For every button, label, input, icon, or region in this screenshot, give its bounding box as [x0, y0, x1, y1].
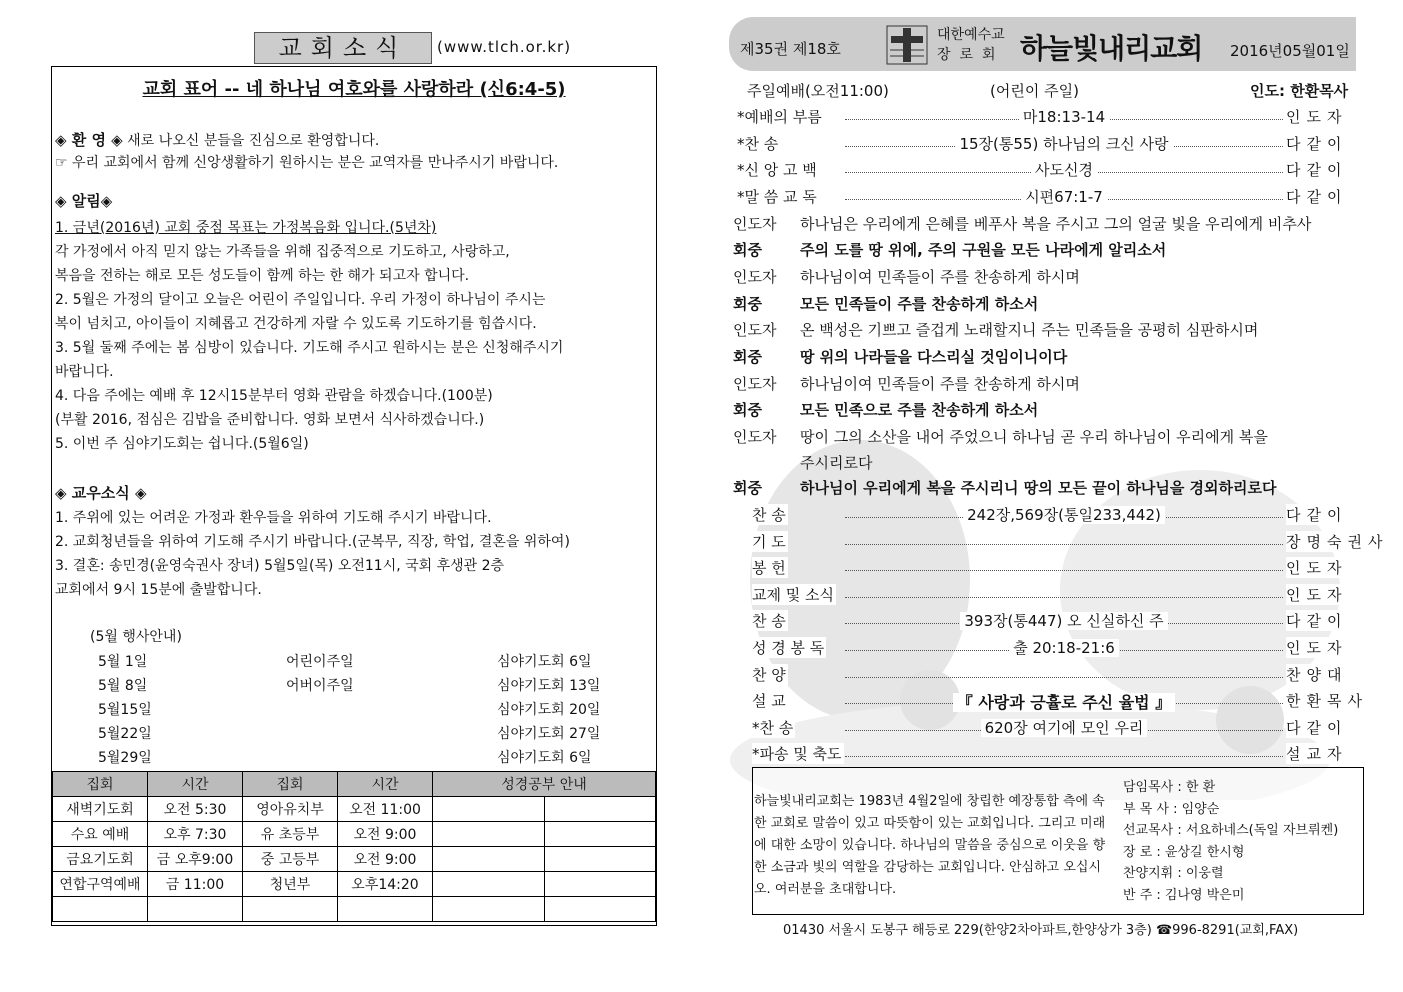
order-by: 다같이	[1286, 612, 1348, 631]
may-prayer: 심야기도회 27일	[497, 726, 601, 742]
order-by: 인도자	[1286, 585, 1348, 604]
table-row	[53, 847, 656, 872]
denomination-line-1: 대한예수교	[937, 27, 1005, 43]
dotted-leader	[845, 597, 1283, 598]
responsive-speaker: 회중	[733, 401, 762, 419]
responsive-text: 하나님이여 민족들이 주를 찬송하게 하시며	[800, 375, 1080, 393]
responsive-text: 땅이 그의 소산을 내어 주었으니 하나님 곧 우리 하나님이 우리에게 복을	[800, 428, 1268, 446]
dotted-leader	[845, 570, 1283, 571]
staff-line: 담임목사 : 한 환	[1123, 780, 1216, 795]
responsive-text: 주의 도를 땅 위에, 주의 구원을 모든 나라에게 알리소서	[800, 241, 1167, 259]
order-label: 교제 및 소식	[752, 585, 834, 604]
order-by: 한환목사	[1286, 692, 1368, 711]
bible-study-cell	[544, 897, 656, 922]
bible-study-cell	[544, 797, 656, 822]
may-date: 5월29일	[98, 750, 152, 766]
table-cell: 청년부	[243, 872, 338, 897]
table-cell: 오전 5:30	[148, 797, 243, 822]
dotted-leader	[845, 677, 1283, 678]
table-cell: 오전 9:00	[338, 822, 433, 847]
responsive-text: 땅 위의 나라들을 다스리실 것임이니이다	[800, 348, 1068, 366]
bible-study-cell	[433, 797, 545, 822]
volume-number: 제35권 제18호	[740, 40, 841, 58]
staff-line: 장 로 : 윤상길 한시형	[1123, 844, 1245, 860]
order-label: *찬 송	[752, 718, 794, 737]
staff-line: 찬양지휘 : 이웅렬	[1123, 866, 1224, 881]
kyowoo-line: 3. 결혼: 송민경(윤영숙권사 장녀) 5월5일(목) 오전11시, 국회 후생관 2층	[55, 558, 505, 574]
table-cell: 금 오후9:00	[148, 847, 243, 872]
may-prayer: 심야기도회 6일	[497, 750, 592, 766]
order-by: 찬양대	[1286, 665, 1348, 684]
order-by: 다같이	[1286, 134, 1348, 153]
order-label: *파송 및 축도	[752, 745, 842, 764]
responsive-speaker: 인도자	[733, 375, 777, 393]
order-label: 봉 헌	[752, 559, 786, 578]
notice-line: (부활 2016, 점심은 김밥을 준비합니다. 영화 보면서 식사하겠습니다.)	[55, 412, 485, 428]
church-intro: 하늘빛내리교회는 1983년 4월2일에 창립한 예장통합 측에 속한 교회로 말씀이 있고 따뜻함이 있는 교회입니다. 그리고 미래에 대한 소망이 있습니다. 하나님의 말씀을 중심으로 이웃을 향한 소금과 빛의 역할을 감당하는 교회입니다. 안심하고 오십시오. 여러분을 초대합니다.	[754, 794, 1106, 897]
order-by: 인도자	[1286, 559, 1348, 578]
may-prayer: 심야기도회 6일	[497, 654, 592, 670]
responsive-speaker: 회중	[733, 241, 762, 259]
order-by: 다같이	[1286, 161, 1348, 179]
bible-study-cell	[433, 872, 545, 897]
order-label: 기 도	[752, 532, 786, 551]
order-content-text: 시편67:1-7	[1021, 188, 1107, 206]
dotted-leader	[845, 544, 1283, 545]
order-content-text: 620장 여기에 모인 우리	[981, 719, 1148, 737]
order-by: 다같이	[1286, 718, 1348, 737]
order-content-text: 출 20:18-21:6	[1009, 639, 1119, 657]
bible-study-cell	[544, 822, 656, 847]
table-cell: 오후 7:30	[148, 822, 243, 847]
notice-line: 각 가정에서 아직 믿지 않는 가족들을 위해 집중적으로 기도하고, 사랑하고,	[55, 244, 510, 260]
church-url[interactable]: (www.tlch.or.kr)	[437, 38, 572, 56]
table-header-cell: 시간	[148, 772, 243, 797]
may-date: 5월 8일	[98, 678, 148, 694]
responsive-text: 주시리로다	[800, 454, 873, 472]
order-content-text: 『 사랑과 긍휼로 주신 율법 』	[953, 693, 1175, 712]
table-cell	[53, 897, 148, 922]
bible-study-cell	[433, 847, 545, 872]
table-cell: 오전 11:00	[338, 797, 433, 822]
responsive-speaker: 인도자	[733, 321, 777, 339]
responsive-speaker: 인도자	[733, 215, 777, 233]
order-content	[845, 717, 1283, 738]
table-row	[53, 897, 656, 922]
may-prayer: 심야기도회 13일	[497, 678, 601, 694]
table-row	[53, 872, 656, 897]
table-header-cell: 집회	[243, 772, 338, 797]
table-header-cell: 성경공부 안내	[433, 772, 656, 797]
denomination-line-2: 장로회	[937, 47, 1005, 63]
table-cell: 중 고등부	[243, 847, 338, 872]
welcome-line-2: ☞ 우리 교회에서 함께 신앙생활하기 원하시는 분은 교역자를 만나주시기 바랍니다.	[55, 155, 559, 171]
table-cell: 오후14:20	[338, 872, 433, 897]
order-by: 다같이	[1286, 506, 1348, 524]
table-cell: 오전 9:00	[338, 847, 433, 872]
kyowoo-line: 교회에서 9시 15분에 출발합니다.	[55, 582, 262, 598]
notice-line: 바랍니다.	[55, 364, 114, 380]
service-subtitle: (어린이 주일)	[990, 82, 1079, 100]
table-cell	[338, 897, 433, 922]
order-content-text: 마18:13-14	[1019, 108, 1109, 126]
order-label: *찬 송	[737, 134, 779, 153]
church-motto: 교회 표어 -- 네 하나님 여호와를 사랑하라 (신6:4-5)	[142, 79, 566, 100]
table-cell: 새벽기도회	[53, 797, 148, 822]
table-cell: 연합구역예배	[53, 872, 148, 897]
order-label: 설 교	[752, 692, 786, 711]
may-date: 5월22일	[98, 726, 152, 742]
order-label: *예배의 부름	[737, 108, 822, 126]
may-prayer: 심야기도회 20일	[497, 702, 601, 718]
order-content	[845, 690, 1283, 713]
responsive-text: 온 백성은 기쁘고 즐겁게 노래할지니 주는 민족들을 공평히 심판하시며	[800, 321, 1259, 339]
table-cell: 수요 예배	[53, 822, 148, 847]
bible-study-cell	[544, 872, 656, 897]
order-content-text: 사도신경	[1031, 161, 1097, 179]
cross-logo-icon	[884, 22, 930, 68]
table-cell: 유 초등부	[243, 822, 338, 847]
table-cell	[243, 897, 338, 922]
service-title: 주일예배(오전11:00)	[747, 82, 889, 100]
notice-line: 2. 5월은 가정의 달이고 오늘은 어린이 주일입니다. 우리 가정이 하나님이 주시는	[55, 292, 546, 308]
may-schedule-heading: (5월 행사안내)	[90, 629, 182, 645]
order-label: *말 씀 교 독	[737, 187, 817, 206]
kyowoo-heading: ◈ 교우소식 ◈	[55, 484, 147, 502]
order-content	[845, 159, 1283, 180]
table-row	[53, 797, 656, 822]
table-cell: 금요기도회	[53, 847, 148, 872]
church-address: 01430 서울시 도봉구 해등로 229(한양2차아파트,한양상가 3층) ☎996-8291(교회,FAX)	[783, 923, 1299, 938]
order-label: 찬 송	[752, 612, 786, 631]
welcome-line: ◈ 환 영 ◈ 새로 나오신 분들을 진심으로 환영합니다.	[55, 131, 380, 149]
responsive-text: 하나님이 우리에게 복을 주시리니 땅의 모든 끝이 하나님을 경외하리로다	[800, 479, 1277, 497]
dotted-leader	[845, 756, 1283, 757]
order-content	[845, 637, 1283, 658]
meeting-table	[52, 771, 656, 922]
bible-study-cell	[433, 822, 545, 847]
responsive-speaker: 인도자	[733, 268, 777, 286]
notice-heading: ◈ 알림◈	[55, 192, 113, 210]
notice-line: 3. 5월 둘째 주에는 봄 심방이 있습니다. 기도해 주시고 원하시는 분은 신청해주시기	[55, 340, 564, 356]
church-name: 하늘빛내리교회	[1020, 32, 1203, 65]
responsive-text: 하나님이여 민족들이 주를 찬송하게 하시며	[800, 268, 1080, 286]
order-content-text: 242장,569장(통일233,442)	[963, 506, 1165, 524]
order-label: 찬 양	[752, 665, 786, 684]
kyowoo-line: 2. 교회청년들을 위하여 기도해 주시기 바랍니다.(군복무, 직장, 학업, 결혼을 위하여)	[55, 534, 570, 550]
table-row	[53, 822, 656, 847]
responsive-speaker: 회중	[733, 295, 762, 313]
may-event: 어버이주일	[286, 678, 354, 694]
responsive-text: 모든 민족들이 주를 찬송하게 하소서	[800, 295, 1039, 313]
news-box	[51, 66, 657, 926]
responsive-speaker: 회중	[733, 479, 762, 497]
order-by: 인도자	[1286, 108, 1348, 126]
may-event: 어린이주일	[286, 654, 354, 670]
responsive-speaker: 회중	[733, 348, 762, 366]
order-by: 다같이	[1286, 187, 1348, 206]
bulletin-date: 2016년05월01일	[1230, 42, 1350, 60]
order-by: 인도자	[1286, 639, 1348, 657]
order-content	[845, 186, 1283, 207]
responsive-text: 하나님은 우리에게 은혜를 베푸사 복을 주시고 그의 얼굴 빛을 우리에게 비추사	[800, 215, 1312, 233]
bible-study-cell	[433, 897, 545, 922]
table-header-cell: 시간	[338, 772, 433, 797]
may-date: 5월 1일	[98, 654, 148, 670]
staff-line: 부 목 사 : 임양순	[1123, 801, 1220, 817]
notice-line: 복이 넘치고, 아이들이 지혜롭고 건강하게 자랄 수 있도록 기도하기를 힘씁시다.	[55, 316, 537, 332]
news-title: 교회소식	[254, 32, 432, 64]
responsive-text: 모든 민족으로 주를 찬송하게 하소서	[800, 401, 1039, 419]
staff-line: 반 주 : 김나영 박은미	[1123, 887, 1245, 903]
order-content-text: 15장(통55) 하나님의 크신 사랑	[955, 135, 1172, 153]
notice-line: 복음을 전하는 해로 모든 성도들이 함께 하는 한 해가 되고자 합니다.	[55, 268, 470, 284]
may-date: 5월15일	[98, 702, 152, 718]
order-label: *신 앙 고 백	[737, 161, 817, 179]
kyowoo-line: 1. 주위에 있는 어려운 가정과 환우들을 위하여 기도해 주시기 바랍니다.	[55, 510, 492, 526]
bible-study-cell	[544, 847, 656, 872]
table-cell	[148, 897, 243, 922]
order-label: 찬 송	[752, 506, 786, 524]
order-content	[845, 133, 1283, 154]
table-header-cell: 집회	[53, 772, 148, 797]
order-content-text: 393장(통447) 오 신실하신 주	[960, 612, 1167, 630]
order-content	[845, 610, 1283, 631]
order-content	[845, 504, 1283, 525]
order-label: 성 경 봉 독	[752, 639, 825, 657]
order-by: 설교자	[1286, 745, 1348, 764]
staff-line: 선교목사 : 서요하네스(독일 자브뤼켄)	[1123, 823, 1339, 838]
order-content	[845, 106, 1283, 127]
order-by: 장명숙권사	[1286, 532, 1389, 551]
service-leader: 인도: 한환목사	[1250, 82, 1349, 100]
notice-line: 4. 다음 주에는 예배 후 12시15분부터 영화 관람을 하겠습니다.(100분)	[55, 388, 493, 404]
table-cell: 영아유치부	[243, 797, 338, 822]
notice-line: 1. 금년(2016년) 교회 중점 목표는 가정복음화 입니다.(5년차)	[55, 220, 437, 236]
table-cell: 금 11:00	[148, 872, 243, 897]
notice-line: 5. 이번 주 심야기도회는 쉽니다.(5월6일)	[55, 436, 309, 452]
responsive-speaker: 인도자	[733, 428, 777, 446]
